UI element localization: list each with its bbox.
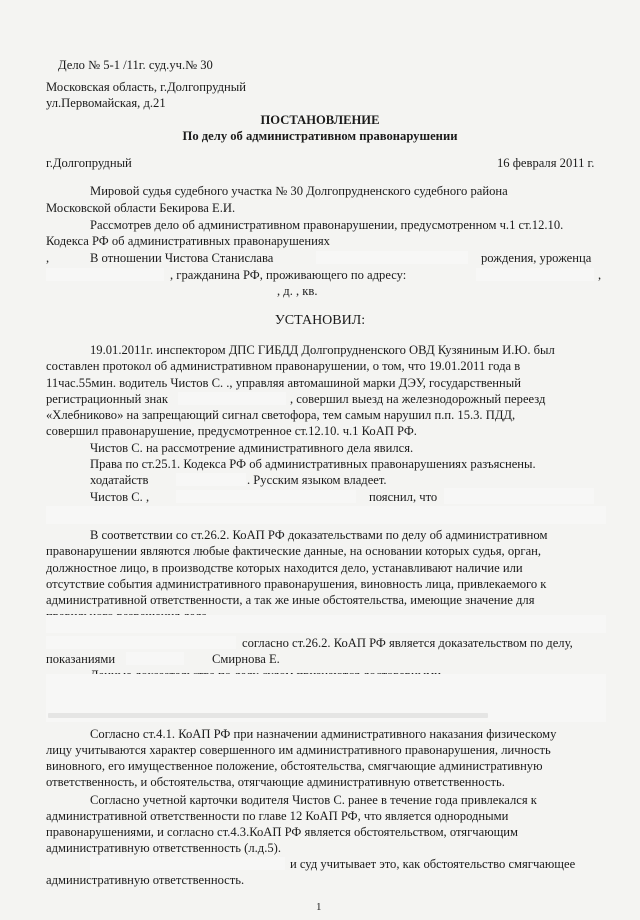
body-line: правонарушении являются любые фактические данные, на основании которых судья, орган, <box>46 544 542 558</box>
redacted-block <box>126 652 184 665</box>
body-line: , совершил выезд на железнодорожный переезд <box>290 392 546 406</box>
redacted-block <box>444 488 594 504</box>
body-line: «Хлебниково» на запрещающий сигнал светофора, тем самым нарушил п.п. 15.3. ПДД, <box>46 408 516 422</box>
date: 16 февраля 2011 г. <box>497 156 595 170</box>
redacted-block <box>46 268 164 281</box>
body-line: пояснил, что <box>369 490 438 504</box>
redacted-block <box>176 473 246 486</box>
intro-line: , <box>46 251 50 265</box>
body-line: регистрационный знак <box>46 392 168 406</box>
redacted-block <box>176 490 356 503</box>
intro-line: Мировой судья судебного участка № 30 Долгопрудненского судебного района <box>90 184 508 198</box>
case-number: Дело № 5-1 /11г. суд.уч.№ 30 <box>58 58 213 72</box>
body-line: совершил правонарушение, предусмотренное ст.12.10. ч.1 КоАП РФ. <box>46 424 417 438</box>
body-line: и суд учитывает это, как обстоятельство смягчающее <box>290 857 576 871</box>
body-line: Согласно учетной карточки водителя Чистов С. ранее в течение года привлекался к <box>90 793 537 807</box>
intro-line: , д. , кв. <box>277 284 318 298</box>
body-line: Права по ст.25.1. Кодекса РФ об административных правонарушениях разъяснены. <box>90 457 536 471</box>
body-line: . Русским языком владеет. <box>247 473 387 487</box>
body-line: Чистов С. на рассмотрение административного дела явился. <box>90 441 414 455</box>
body-line: В соответствии со ст.26.2. КоАП РФ доказательствами по делу об административном <box>90 528 548 542</box>
body-line: административную ответственность. <box>46 873 245 887</box>
document-subtitle: По делу об административном правонарушении <box>182 129 458 143</box>
body-line: составлен протокол об административном правонарушении, о том, что 19.01.2011 года в <box>46 359 521 373</box>
body-line: Чистов С. , <box>90 490 150 504</box>
body-line: отсутствие события административного правонарушения, виновность лица, привлекаемого к <box>46 577 547 591</box>
court-region: Московская область, г.Долгопрудный <box>46 80 246 94</box>
ghost-text-line <box>48 713 488 718</box>
redacted-block <box>46 615 606 633</box>
body-line: ответственность, и обстоятельства, отягчающие административную ответственность. <box>46 775 505 789</box>
body-line: согласно ст.26.2. КоАП РФ является доказательством по делу, <box>242 636 573 650</box>
intro-line: В отношении Чистова Станислава <box>90 251 274 265</box>
court-street: ул.Первомайская, д.21 <box>46 96 166 110</box>
document-title: ПОСТАНОВЛЕНИЕ <box>260 113 380 127</box>
redacted-block <box>316 251 468 264</box>
page-number: 1 <box>316 901 322 913</box>
body-line: ходатайств <box>90 473 149 487</box>
body-line: должностное лицо, в производстве которых находится дело, устанавливают наличие или <box>46 561 523 575</box>
body-line: административную ответственность (л.д.5). <box>46 841 281 855</box>
redacted-block <box>178 392 286 405</box>
intro-line: , гражданина РФ, проживающего по адресу: <box>170 268 407 282</box>
intro-line: Московской области Бекирова Е.И. <box>46 201 236 215</box>
body-line: виновного, его имущественное положение, обстоятельства, смягчающие административную <box>46 759 543 773</box>
body-line: административной ответственности, а так же иные обстоятельства, имеющие значение для <box>46 593 535 607</box>
redacted-block <box>46 506 606 524</box>
redacted-block <box>90 857 285 870</box>
intro-line: Кодекса РФ об административных правонарушениях <box>46 234 330 248</box>
intro-line: Рассмотрев дело об административном правонарушении, предусмотренном ч.1 ст.12.10. <box>90 218 564 232</box>
body-line: показаниями <box>46 652 116 666</box>
body-line: правонарушениями, и согласно ст.4.3.КоАП РФ является обстоятельством, отягчающим <box>46 825 519 839</box>
body-line: Согласно ст.4.1. КоАП РФ при назначении административного наказания физическому <box>90 727 557 741</box>
redacted-block <box>46 636 236 649</box>
established-heading: УСТАНОВИЛ: <box>274 313 366 328</box>
redacted-block <box>476 268 594 281</box>
place: г.Долгопрудный <box>46 156 132 170</box>
body-line: административной ответственности по главе 12 КоАП РФ, что является однородными <box>46 809 509 823</box>
intro-line: , <box>598 268 602 282</box>
body-line: 19.01.2011г. инспектором ДПС ГИБДД Долгопрудненского ОВД Кузяниным И.Ю. был <box>90 343 555 357</box>
body-line: Смирнова Е. <box>212 652 280 666</box>
body-line: лицу учитываются характер совершенного им административного правонарушения, личность <box>46 743 551 757</box>
intro-line: рождения, уроженца <box>481 251 592 265</box>
body-line: 11час.55мин. водитель Чистов С. ., управляя автомашиной марки ДЭУ, государственный <box>46 376 521 390</box>
